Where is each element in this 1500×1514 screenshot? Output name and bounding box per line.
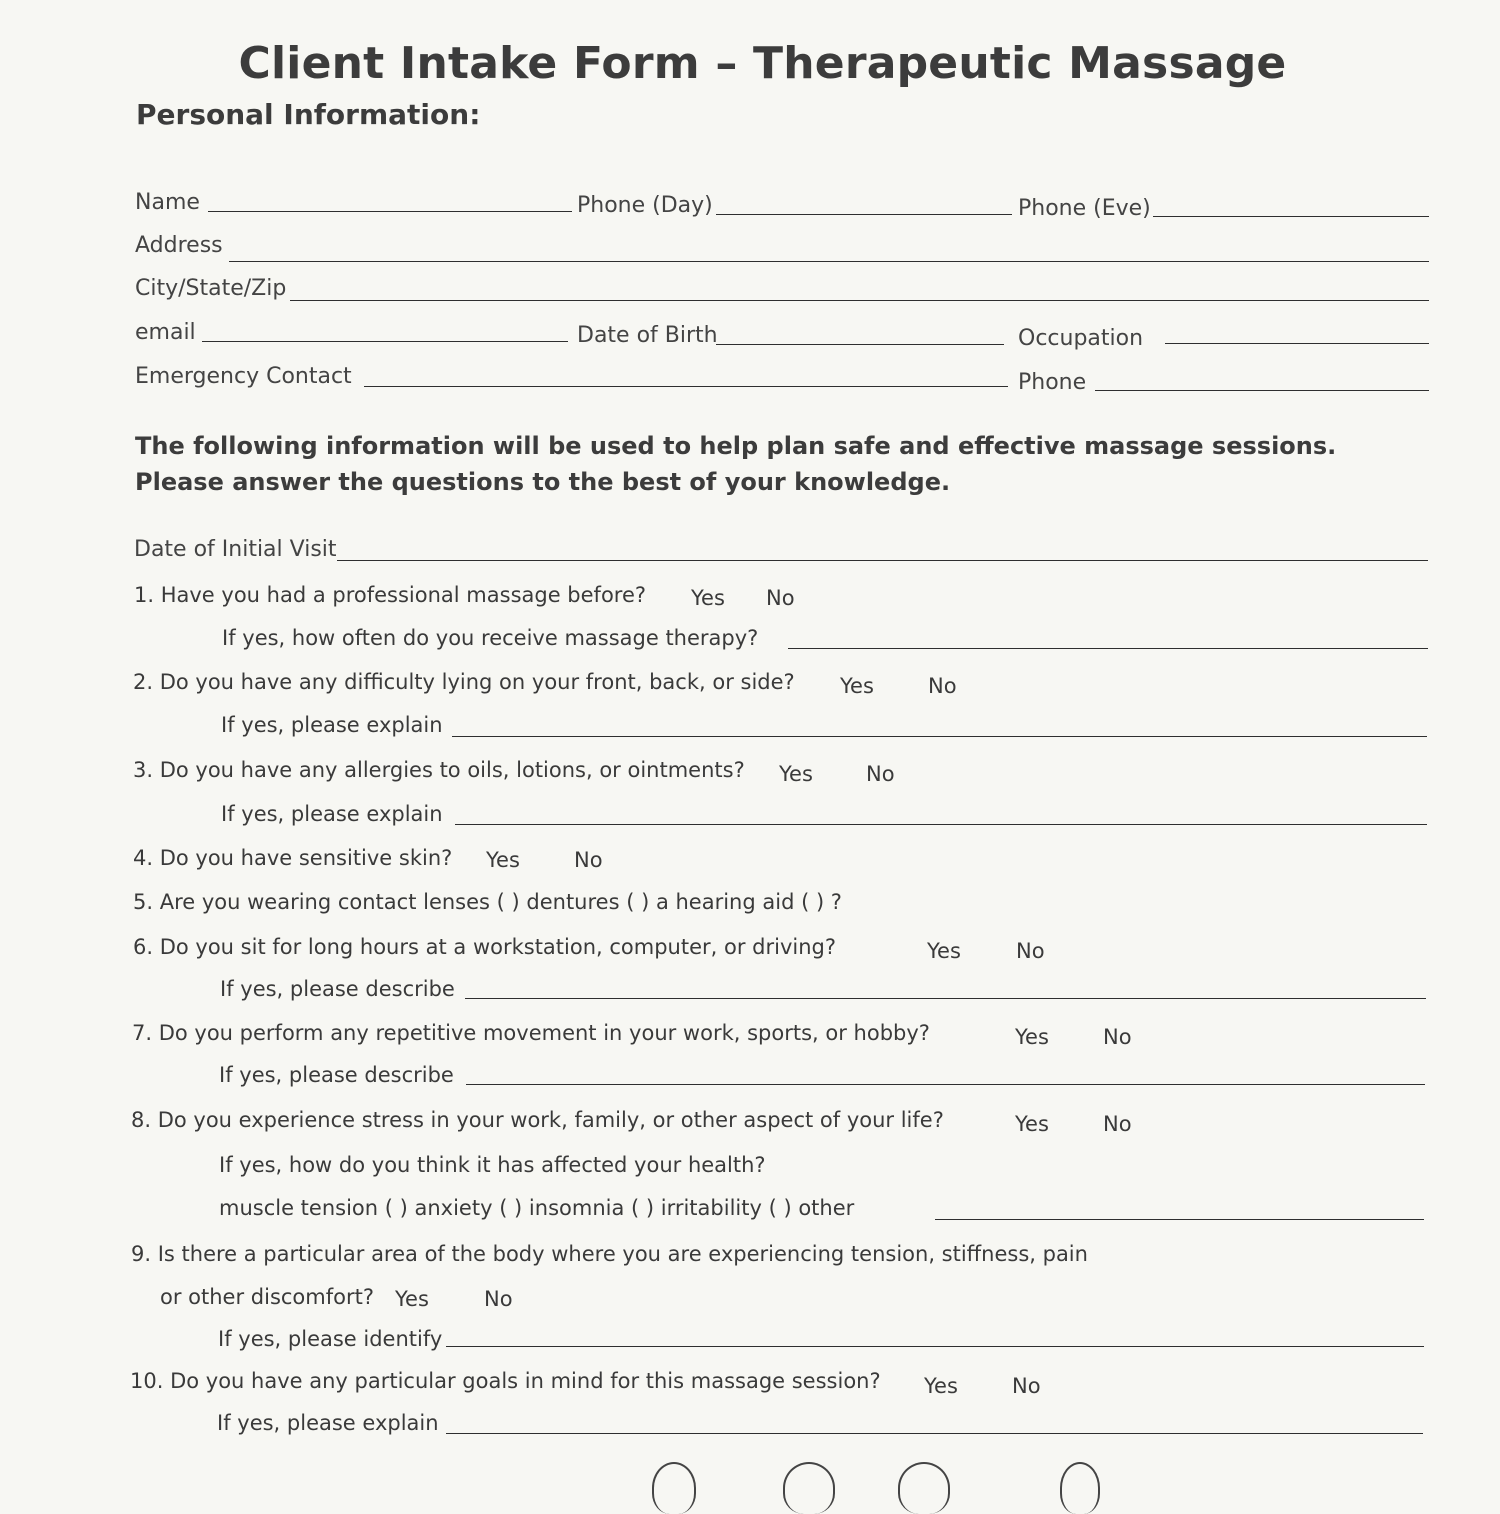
question-1-followup: If yes, how often do you receive massage therapy? xyxy=(222,626,759,650)
q4-no[interactable]: No xyxy=(574,848,603,872)
q6-no[interactable]: No xyxy=(1016,939,1045,963)
q7-no[interactable]: No xyxy=(1103,1025,1132,1049)
email-label: email xyxy=(135,320,196,345)
question-9-followup: If yes, please identify xyxy=(218,1327,443,1351)
question-8: 8. Do you experience stress in your work, family, or other aspect of your life? xyxy=(131,1108,944,1132)
q10-yes[interactable]: Yes xyxy=(924,1374,958,1398)
q9-no[interactable]: No xyxy=(484,1287,513,1311)
info-text-line1: The following information will be used to help plan safe and effective massage sessions. xyxy=(135,432,1337,460)
phone-eve-label: Phone (Eve) xyxy=(1018,196,1151,221)
question-8-options[interactable]: muscle tension ( ) anxiety ( ) insomnia ( ) irritability ( ) other xyxy=(219,1196,855,1220)
body-diagram-head-back-icon xyxy=(1060,1462,1100,1514)
question-6: 6. Do you sit for long hours at a workstation, computer, or driving? xyxy=(133,935,837,959)
q10-followup-field[interactable] xyxy=(446,1433,1423,1434)
question-3: 3. Do you have any allergies to oils, lotions, or ointments? xyxy=(133,758,745,782)
initial-visit-label: Date of Initial Visit xyxy=(134,537,337,562)
q9-followup-field[interactable] xyxy=(446,1346,1424,1347)
q2-followup-field[interactable] xyxy=(452,736,1427,737)
question-9-cont: or other discomfort? xyxy=(160,1285,374,1309)
question-4: 4. Do you have sensitive skin? xyxy=(133,846,453,870)
q8-yes[interactable]: Yes xyxy=(1015,1112,1049,1136)
q3-yes[interactable]: Yes xyxy=(779,762,813,786)
name-field[interactable] xyxy=(208,211,572,212)
question-3-followup: If yes, please explain xyxy=(221,802,443,826)
question-2: 2. Do you have any difficulty lying on your front, back, or side? xyxy=(133,670,795,694)
occupation-field[interactable] xyxy=(1165,343,1429,344)
q6-yes[interactable]: Yes xyxy=(927,939,961,963)
q2-yes[interactable]: Yes xyxy=(840,674,874,698)
q6-followup-field[interactable] xyxy=(465,998,1426,999)
dob-field[interactable] xyxy=(716,344,1004,345)
body-diagram-head-side-left-icon xyxy=(898,1462,950,1514)
q3-followup-field[interactable] xyxy=(455,824,1427,825)
q1-no[interactable]: No xyxy=(766,586,795,610)
initial-visit-field[interactable] xyxy=(337,560,1428,561)
phone-day-label: Phone (Day) xyxy=(577,193,713,218)
question-7: 7. Do you perform any repetitive movement in your work, sports, or hobby? xyxy=(132,1021,930,1045)
city-state-zip-field[interactable] xyxy=(290,300,1429,301)
q4-yes[interactable]: Yes xyxy=(486,848,520,872)
phone-eve-field[interactable] xyxy=(1153,216,1429,217)
q8-no[interactable]: No xyxy=(1103,1112,1132,1136)
q1-yes[interactable]: Yes xyxy=(691,586,725,610)
name-label: Name xyxy=(135,190,200,215)
q2-no[interactable]: No xyxy=(928,674,957,698)
info-text-line2: Please answer the questions to the best of your knowledge. xyxy=(135,468,951,496)
occupation-label: Occupation xyxy=(1018,326,1144,351)
q3-no[interactable]: No xyxy=(866,762,895,786)
q7-followup-field[interactable] xyxy=(466,1084,1425,1085)
form-title: Client Intake Form – Therapeutic Massage xyxy=(238,38,1287,89)
question-6-followup: If yes, please describe xyxy=(220,977,455,1001)
question-2-followup: If yes, please explain xyxy=(221,713,443,737)
phone-day-field[interactable] xyxy=(716,214,1012,215)
city-state-zip-label: City/State/Zip xyxy=(135,276,287,301)
question-10: 10. Do you have any particular goals in mind for this massage session? xyxy=(130,1369,881,1393)
q9-yes[interactable]: Yes xyxy=(395,1287,429,1311)
question-10-followup: If yes, please explain xyxy=(217,1411,439,1435)
emergency-contact-field[interactable] xyxy=(364,386,1008,387)
dob-label: Date of Birth xyxy=(577,323,718,348)
emergency-phone-label: Phone xyxy=(1018,370,1087,395)
email-field[interactable] xyxy=(202,341,568,342)
q10-no[interactable]: No xyxy=(1012,1374,1041,1398)
question-9: 9. Is there a particular area of the body where you are experiencing tension, stiffness, pain xyxy=(131,1242,1088,1266)
q7-yes[interactable]: Yes xyxy=(1015,1025,1049,1049)
emergency-contact-label: Emergency Contact xyxy=(135,364,352,389)
address-label: Address xyxy=(135,233,223,258)
section-title-personal: Personal Information: xyxy=(136,98,481,131)
q8-other-field[interactable] xyxy=(935,1219,1424,1220)
question-8-followup: If yes, how do you think it has affected your health? xyxy=(219,1153,766,1177)
question-5: 5. Are you wearing contact lenses ( ) dentures ( ) a hearing aid ( ) ? xyxy=(133,890,842,914)
body-diagram-head-side-right-icon xyxy=(783,1462,835,1514)
body-diagram-head-front-icon xyxy=(652,1462,696,1514)
question-1: 1. Have you had a professional massage before? xyxy=(134,583,647,607)
emergency-phone-field[interactable] xyxy=(1095,390,1429,391)
address-field[interactable] xyxy=(229,261,1429,262)
question-7-followup: If yes, please describe xyxy=(219,1063,454,1087)
q1-followup-field[interactable] xyxy=(788,648,1428,649)
